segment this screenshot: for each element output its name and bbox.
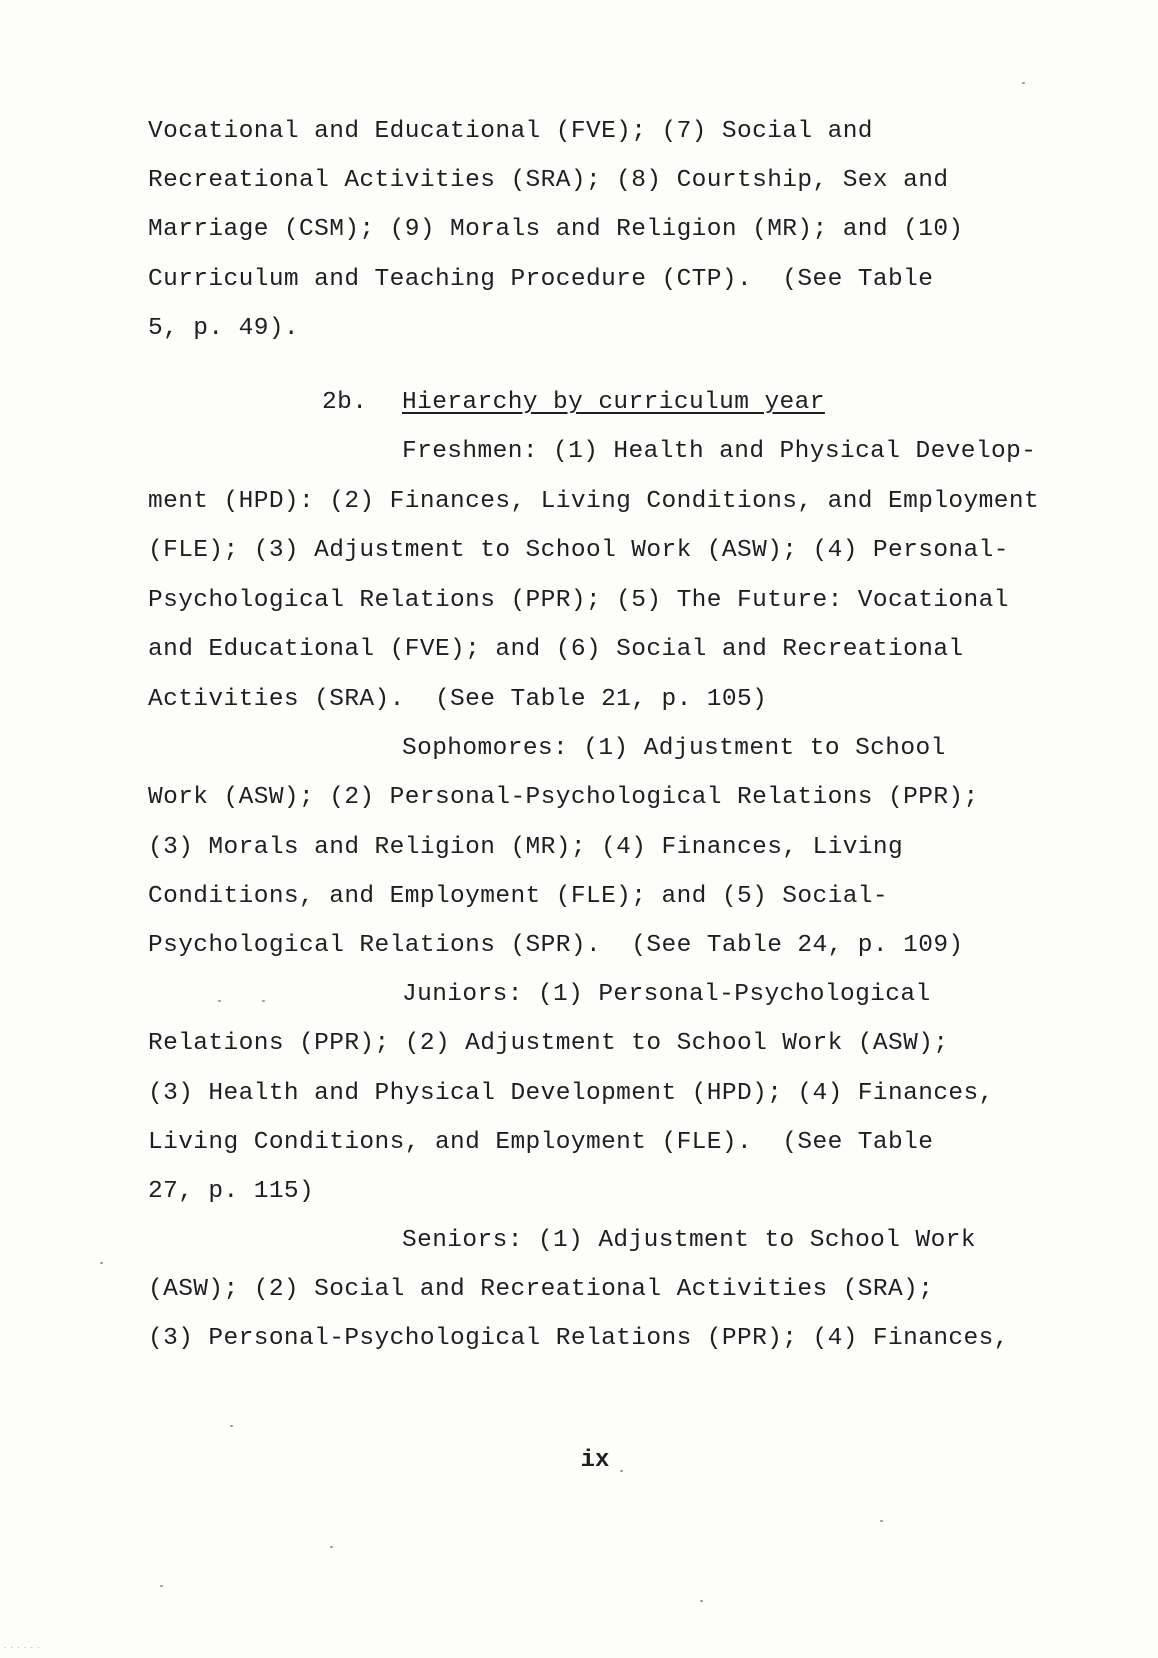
- text-line: (3) Health and Physical Development (HPD); (4) Finances,: [148, 1080, 994, 1107]
- text-line: (3) Personal-Psychological Relations (PPR); (4) Finances,: [148, 1325, 1009, 1352]
- text-line: Activities (SRA). (See Table 21, p. 105): [148, 686, 768, 713]
- text-line: Recreational Activities (SRA); (8) Courtship, Sex and: [148, 167, 949, 194]
- text-line: Conditions, and Employment (FLE); and (5) Social-: [148, 883, 889, 910]
- text-line: Relations (PPR); (2) Adjustment to School Work (ASW);: [148, 1030, 949, 1057]
- text-line: (FLE); (3) Adjustment to School Work (ASW); (4) Personal-: [148, 537, 1009, 564]
- text-line: Psychological Relations (PPR); (5) The Future: Vocational: [148, 587, 1009, 614]
- scan-speck: [330, 1546, 333, 1548]
- section-number: 2b.: [322, 389, 368, 416]
- scan-speck: [218, 1000, 221, 1002]
- text-line: 5, p. 49).: [148, 315, 300, 342]
- scan-speck: [700, 1600, 703, 1602]
- text-line: 27, p. 115): [148, 1178, 315, 1205]
- page-number: ix: [580, 1447, 610, 1474]
- text-line: Psychological Relations (SPR). (See Table 24, p. 109): [148, 932, 964, 959]
- scan-speck: [620, 1470, 623, 1472]
- text-line: Curriculum and Teaching Procedure (CTP). (See Table: [148, 266, 934, 293]
- text-line: Work (ASW); (2) Personal-Psychological Relations (PPR);: [148, 784, 979, 811]
- scan-speck: [160, 1585, 163, 1587]
- text-line: and Educational (FVE); and (6) Social and Recreational: [148, 636, 964, 663]
- scan-speck: [880, 1520, 883, 1522]
- text-line: ment (HPD): (2) Finances, Living Conditions, and Employment: [148, 488, 1040, 515]
- text-line: (ASW); (2) Social and Recreational Activities (SRA);: [148, 1276, 934, 1303]
- scan-speck: [100, 1262, 103, 1264]
- scan-speck: [1022, 82, 1025, 84]
- scan-footer-stamp: · · · · · ·: [4, 1644, 40, 1652]
- text-line: Marriage (CSM); (9) Morals and Religion (MR); and (10): [148, 216, 964, 243]
- sophomores-paragraph-start: Sophomores: (1) Adjustment to School: [402, 735, 946, 762]
- seniors-paragraph-start: Seniors: (1) Adjustment to School Work: [402, 1227, 976, 1254]
- juniors-paragraph-start: Juniors: (1) Personal-Psychological: [402, 981, 931, 1008]
- text-line: Living Conditions, and Employment (FLE). (See Table: [148, 1129, 934, 1156]
- text-line: (3) Morals and Religion (MR); (4) Finances, Living: [148, 834, 904, 861]
- scan-speck: [262, 1000, 265, 1002]
- text-line: Vocational and Educational (FVE); (7) Social and: [148, 118, 873, 145]
- scan-speck: [230, 1425, 233, 1427]
- freshmen-paragraph-start: Freshmen: (1) Health and Physical Develop-: [402, 438, 1037, 465]
- section-title: Hierarchy by curriculum year: [402, 389, 825, 416]
